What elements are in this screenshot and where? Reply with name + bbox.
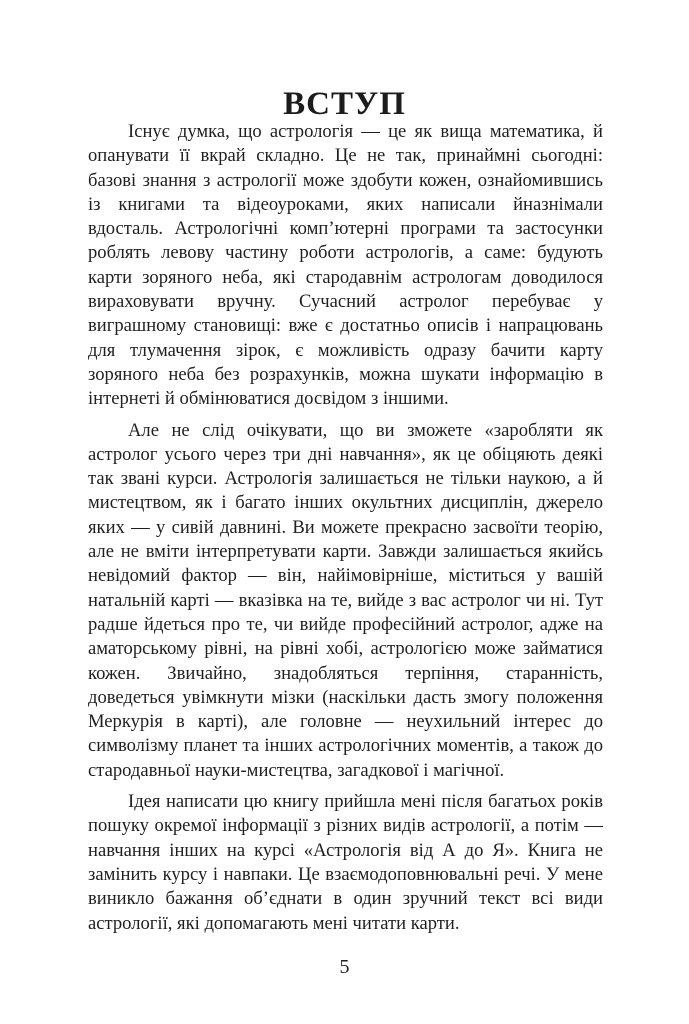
paragraph-3: Ідея написати цю книгу прийшла мені після багатьох років пошуку окремої інформації з різних видів астрології, а потім — навчання інших на курсі «Астрологія від А до Я». Книга не замінить курсу і навпаки. Це взаємодоповнювальні речі. У мене виникло бажання об’єднати в один зручний текст всі види астрології, які допомагають мені читати карти. [88,791,603,934]
chapter-title: ВСТУП [283,86,406,122]
paragraph-2: Але не слід очікувати, що ви зможете «заробляти як астролог усього через три дні навчання», як це обіцяють деякі так звані курси. Астрологія залишається не тільки наукою, а й мистецтвом, як і багато інших окультних дисциплін, джерело яких — у сивій давнині. Ви можете прекрасно засвоїти теорію, але не вміти інтерпретувати карти. Завжди залишається якийсь невідомий фактор — він, найімовірніше, міститься у вашій натальній карті — вказівка на те, вийде з вас астролог чи ні. Тут радше йдеться про те, чи вийде професійний астролог, адже на аматорському рівні, на рівні хобі, астрологією може займатися кожен. Звичайно, знадобляться терпіння, старанність, доведеться увімкнути мізки (наскільки дасть змогу положення Меркурія в карті), але головне — неухильний інтерес до символізму планет та інших астрологічних моментів, а також до стародавньої науки-мистецтва, загадкової і магічної. [88,419,603,781]
paragraph-1: Існує думка, що астрологія — це як вища математика, й опанувати її вкрай складно. Це не так, принаймні сьогодні: базові знання з астрології може здобути кожен, ознайомившись із книгами та відеоуроками, яких написали йназнімали вдосталь. Астрологічні комп’ютерні програми та застосунки роблять левову частину роботи астрологів, а саме: будують карти зоряного неба, які стародавнім астрологам доводилося вираховувати вручну. Сучасний астролог перебуває у виграшному становищі: вже є достатньо описів і напрацювань для тлумачення зірок, є можливість одразу бачити карту зоряного неба без розрахунків, можна шукати інформацію в інтернеті й обмінюватися досвідом з іншими. [88,121,603,410]
chapter-body [88,120,603,936]
page-number: 5 [339,956,350,978]
